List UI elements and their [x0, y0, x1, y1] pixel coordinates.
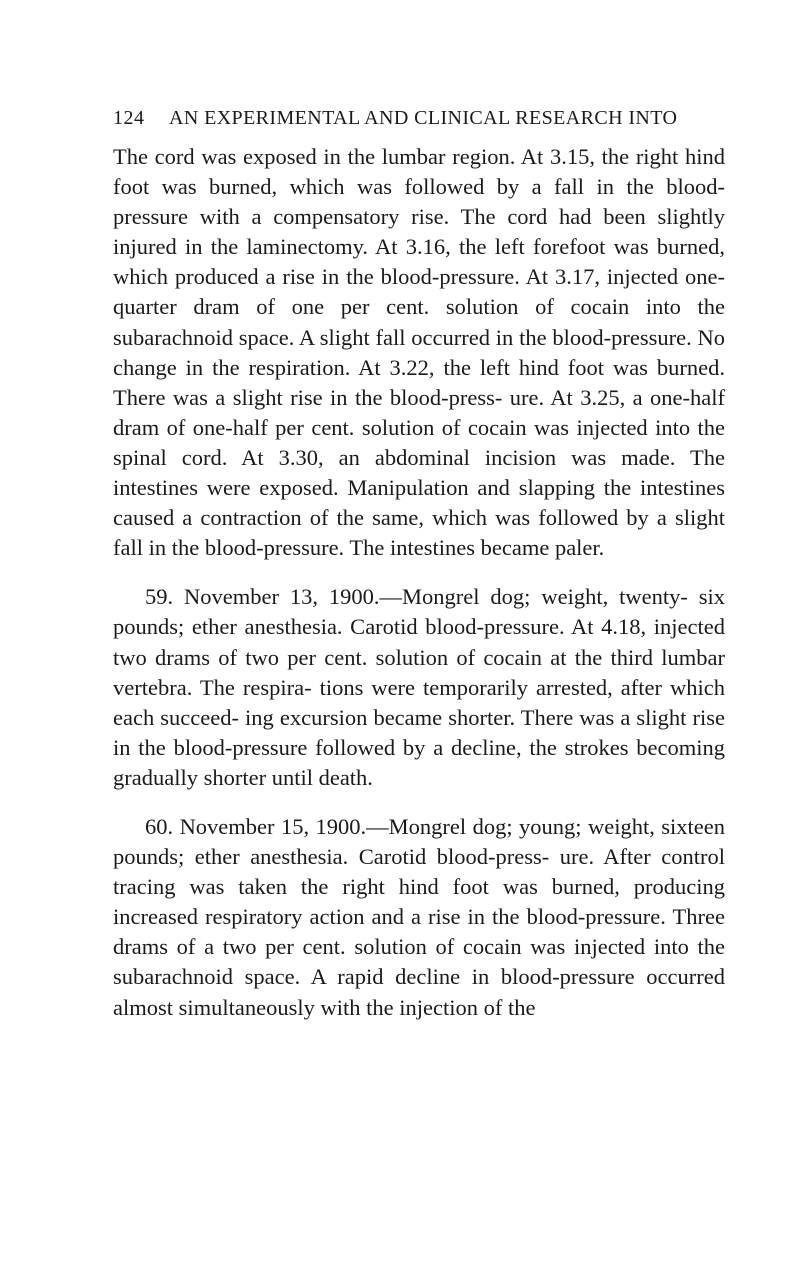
paragraph-continued: The cord was exposed in the lumbar region. At 3.15, the right hind foot was burned, which was followed by a fall in the blood-pressure with a compensatory rise. The cord had been slightly injured in the laminectomy. At 3.16, the left forefoot was burned, which produced a rise in the blood-pressure. At 3.17, injected one-quarter dram of one per cent. solution of cocain into the subarachnoid space. A slight fall occurred in the blood-pressure. No change in the respiration. At 3.22, the left hind foot was burned. There was a slight rise in the blood-press- ure. At 3.25, a one-half dram of one-half per cent. solution of cocain was injected into the spinal cord. At 3.30, an abdominal incision was made. The intestines were exposed. Manipulation and slapping the intestines caused a contraction of the same, which was followed by a slight fall in the blood-pressure. The intestines became paler.	[113, 144, 725, 561]
body-text	[113, 142, 725, 1023]
paragraph-case-60: 60. November 15, 1900.—Mongrel dog; young; weight, sixteen pounds; ether anesthesia. Carotid blood-press- ure. After control tracing was taken the right hind foot was burned, producing increased respiratory action and a rise in the blood-pressure. Three drams of a two per cent. solution of cocain was injected into the subarachnoid space. A rapid decline in blood-pressure occurred almost simultaneously with the injection of the	[113, 813, 725, 1020]
running-head	[113, 103, 723, 133]
running-head-title: AN EXPERIMENTAL AND CLINICAL RESEARCH INTO	[169, 107, 678, 129]
page-number: 124	[113, 107, 145, 129]
paragraph-case-59: 59. November 13, 1900.—Mongrel dog; weight, twenty- six pounds; ether anesthesia. Carotid blood-pressure. At 4.18, injected two drams of two per cent. solution of cocain at the third lumbar vertebra. The respira- tions were temporarily arrested, after which each succeed- ing excursion became shorter. There was a slight rise in the blood-pressure followed by a decline, the strokes becoming gradually shorter until death.	[113, 584, 725, 790]
